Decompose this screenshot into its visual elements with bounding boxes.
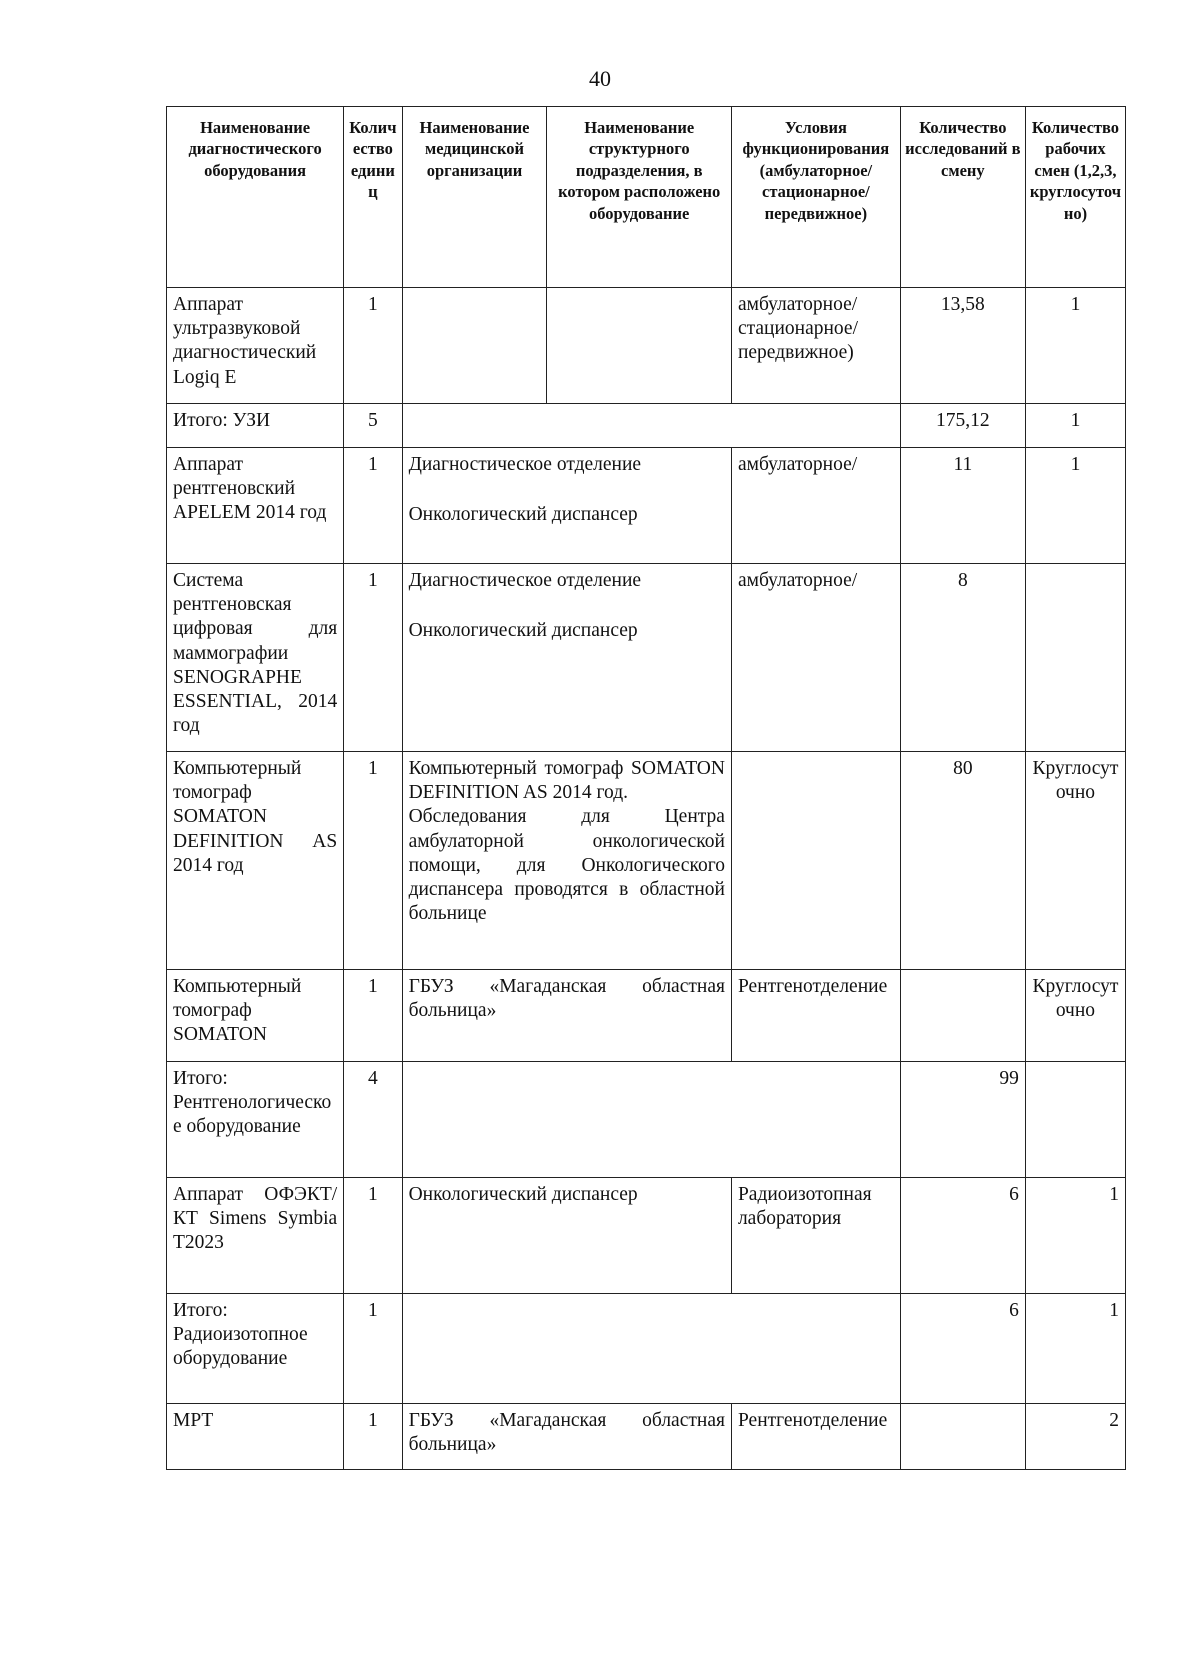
conditions: амбулаторное/ [731, 564, 900, 752]
exams-per-shift [900, 1404, 1025, 1470]
shift-count: 1 [1025, 1294, 1125, 1404]
table-header-row [167, 107, 1126, 288]
merged-empty-cell [402, 1062, 900, 1178]
quantity: 1 [344, 1404, 402, 1470]
table-row [167, 1404, 1126, 1470]
shift-count: 1 [1025, 448, 1125, 564]
shift-count: Круглосуточно [1025, 970, 1125, 1062]
quantity: 5 [344, 404, 402, 448]
merged-empty-cell [402, 404, 900, 448]
quantity: 1 [344, 1178, 402, 1294]
equipment-name: Компьютерный томограф SOMATON [167, 970, 344, 1062]
conditions: Радиоизотопная лаборатория [731, 1178, 900, 1294]
exams-per-shift [900, 970, 1025, 1062]
header-conditions: Условия функционирования (амбулаторное/ стационарное/ передвижное) [731, 107, 900, 288]
organization: ГБУЗ «Магаданская областная больница» [402, 1404, 731, 1470]
header-equipment-name: Наименование диагностического оборудования [167, 107, 344, 288]
spacer [409, 477, 725, 503]
table-row-total [167, 1062, 1126, 1178]
conditions: амбулаторное/ стационарное/ передвижное) [731, 288, 900, 404]
exams-per-shift: 11 [900, 448, 1025, 564]
organization [402, 752, 731, 970]
quantity: 4 [344, 1062, 402, 1178]
shift-count: 1 [1025, 288, 1125, 404]
equipment-name: Итого: Радиоизотопное оборудование [167, 1294, 344, 1404]
merged-empty-cell [402, 1294, 900, 1404]
quantity: 1 [344, 1294, 402, 1404]
organization: Онкологический диспансер [402, 1178, 731, 1294]
organization-note: Обследования для Центра амбулаторной онкологической помощи, для Онкологического диспансера проводятся в областной больнице [408, 806, 725, 925]
spacer [409, 593, 725, 619]
exams-per-shift: 175,12 [900, 404, 1025, 448]
organization-department: Диагностическое отделение [408, 454, 642, 475]
shift-count [1025, 1062, 1125, 1178]
shift-count [1025, 564, 1125, 752]
equipment-name: Аппарат ОФЭКТ/КТ Simens Symbia T2023 [167, 1178, 344, 1294]
organization-name: Онкологический диспансер [408, 620, 638, 642]
organization-name: Онкологический диспансер [408, 504, 638, 526]
exams-per-shift: 80 [900, 752, 1025, 970]
organization-note: Компьютерный томограф SOMATON DEFINITION AS 2014 год. [408, 758, 725, 804]
department [547, 288, 732, 404]
organization [402, 564, 731, 752]
table-row [167, 970, 1126, 1062]
table-row [167, 752, 1126, 970]
shift-count: 2 [1025, 1404, 1125, 1470]
table-row [167, 1178, 1126, 1294]
exams-per-shift: 6 [900, 1294, 1025, 1404]
table-row [167, 564, 1126, 752]
equipment-name: Система рентгеновская цифровая для маммографии SENOGRAPHE ESSENTIAL, 2014 год [167, 564, 344, 752]
conditions [731, 752, 900, 970]
equipment-name: Итого: УЗИ [167, 404, 344, 448]
conditions: амбулаторное/ [731, 448, 900, 564]
equipment-table [166, 106, 1126, 1470]
header-organization: Наименование медицинской организации [402, 107, 547, 288]
shift-count: 1 [1025, 1178, 1125, 1294]
equipment-name: Итого: Рентгенологическое оборудование [167, 1062, 344, 1178]
organization: ГБУЗ «Магаданская областная больница» [402, 970, 731, 1062]
header-exams-per-shift: Количество исследований в смену [900, 107, 1025, 288]
exams-per-shift: 8 [900, 564, 1025, 752]
conditions: Рентгенотделение [731, 1404, 900, 1470]
quantity: 1 [344, 970, 402, 1062]
equipment-name: Компьютерный томограф SOMATON DEFINITION AS 2014 год [167, 752, 344, 970]
organization-department: Диагностическое отделение [408, 570, 642, 591]
page-number: 40 [589, 66, 611, 91]
equipment-name: МРТ [167, 1404, 344, 1470]
quantity: 1 [344, 448, 402, 564]
table-row [167, 448, 1126, 564]
header-quantity: Количество единиц [344, 107, 402, 288]
shift-count: Круглосуточно [1025, 752, 1125, 970]
table-row-total [167, 404, 1126, 448]
organization [402, 288, 547, 404]
conditions: Рентгенотделение [731, 970, 900, 1062]
header-shift-count: Количество рабочих смен (1,2,3, круглосуточно) [1025, 107, 1125, 288]
organization [402, 448, 731, 564]
table-row [167, 288, 1126, 404]
exams-per-shift: 6 [900, 1178, 1025, 1294]
equipment-name: Аппарат рентгеновский APELEM 2014 год [167, 448, 344, 564]
exams-per-shift: 13,58 [900, 288, 1025, 404]
quantity: 1 [344, 752, 402, 970]
equipment-name: Аппарат ультразвуковой диагностический Logiq E [167, 288, 344, 404]
table-row-total [167, 1294, 1126, 1404]
quantity: 1 [344, 564, 402, 752]
quantity: 1 [344, 288, 402, 404]
header-department: Наименование структурного подразделения, в котором расположено оборудование [547, 107, 732, 288]
shift-count: 1 [1025, 404, 1125, 448]
exams-per-shift: 99 [900, 1062, 1025, 1178]
